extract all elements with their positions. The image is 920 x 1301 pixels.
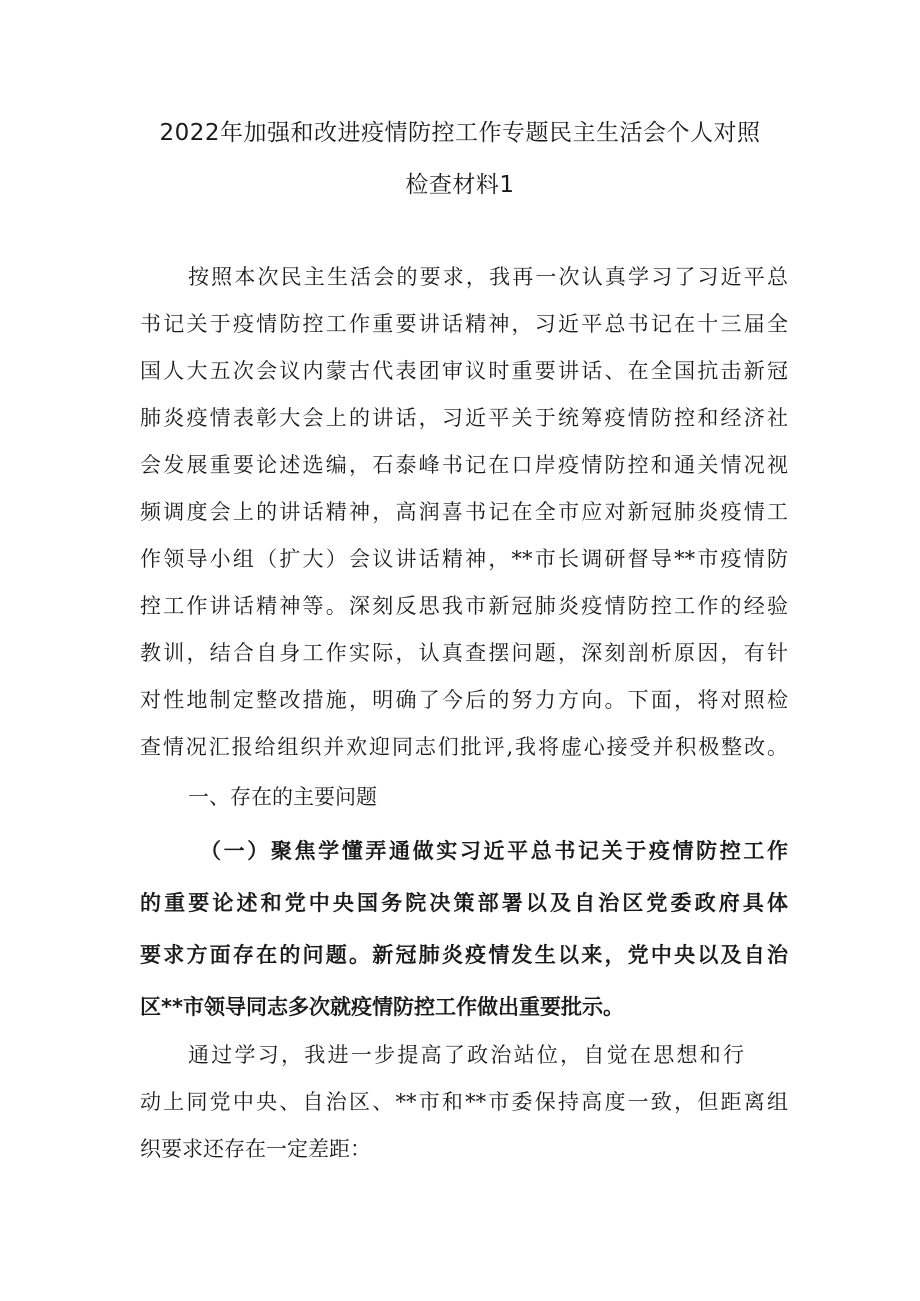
bold-paragraph-line: （一）聚焦学懂弄通做实习近平总书记关于疫情防控工作 <box>200 839 788 863</box>
paragraph-line: 对性地制定整改措施，明确了今后的努力方向。下面，将对照检 <box>140 688 788 712</box>
paragraph-line: 通过学习，我进一步提高了政治站位，自觉在思想和行 <box>188 1043 744 1067</box>
bold-paragraph-line: 要求方面存在的问题。新冠肺炎疫情发生以来，党中央以及自治 <box>140 943 788 967</box>
paragraph-line: 频调度会上的讲话精神，高润喜书记在全市应对新冠肺炎疫情工 <box>140 500 788 524</box>
paragraph-line: 动上同党中央、自治区、**市和**市委保持高度一致，但距离组 <box>140 1090 788 1114</box>
paragraph-line: 国人大五次会议内蒙古代表团审议时重要讲话、在全国抗击新冠 <box>140 359 788 383</box>
paragraph-line: 作领导小组（扩大）会议讲话精神，**市长调研督导**市疫情防 <box>140 547 788 571</box>
document-title-line-1: 2022年加强和改进疫情防控工作专题民主生活会个人对照 <box>159 120 761 146</box>
paragraph-line: 控工作讲话精神等。深刻反思我市新冠肺炎疫情防控工作的经验 <box>140 594 788 618</box>
paragraph-line: 织要求还存在一定差距： <box>140 1137 371 1161</box>
document-title-line-2: 检查材料1 <box>405 172 515 198</box>
bold-paragraph-line: 的重要论述和党中央国务院决策部署以及自治区党委政府具体 <box>140 891 788 915</box>
bold-paragraph-line: 区**市领导同志多次就疫情防控工作做出重要批示。 <box>140 995 624 1019</box>
section-heading: 一、存在的主要问题 <box>188 785 377 809</box>
paragraph-line: 教训，结合自身工作实际，认真查摆问题，深刻剖析原因，有针 <box>140 641 788 665</box>
paragraph-line: 查情况汇报给组织并欢迎同志们批评,我将虚心接受并积极整改。 <box>140 735 788 759</box>
paragraph-line: 肺炎疫情表彰大会上的讲话，习近平关于统筹疫情防控和经济社 <box>140 406 788 430</box>
paragraph-line: 会发展重要论述选编，石泰峰书记在口岸疫情防控和通关情况视 <box>140 453 788 477</box>
paragraph-line: 书记关于疫情防控工作重要讲话精神，习近平总书记在十三届全 <box>140 312 788 336</box>
paragraph-line: 按照本次民主生活会的要求，我再一次认真学习了习近平总 <box>188 265 788 289</box>
